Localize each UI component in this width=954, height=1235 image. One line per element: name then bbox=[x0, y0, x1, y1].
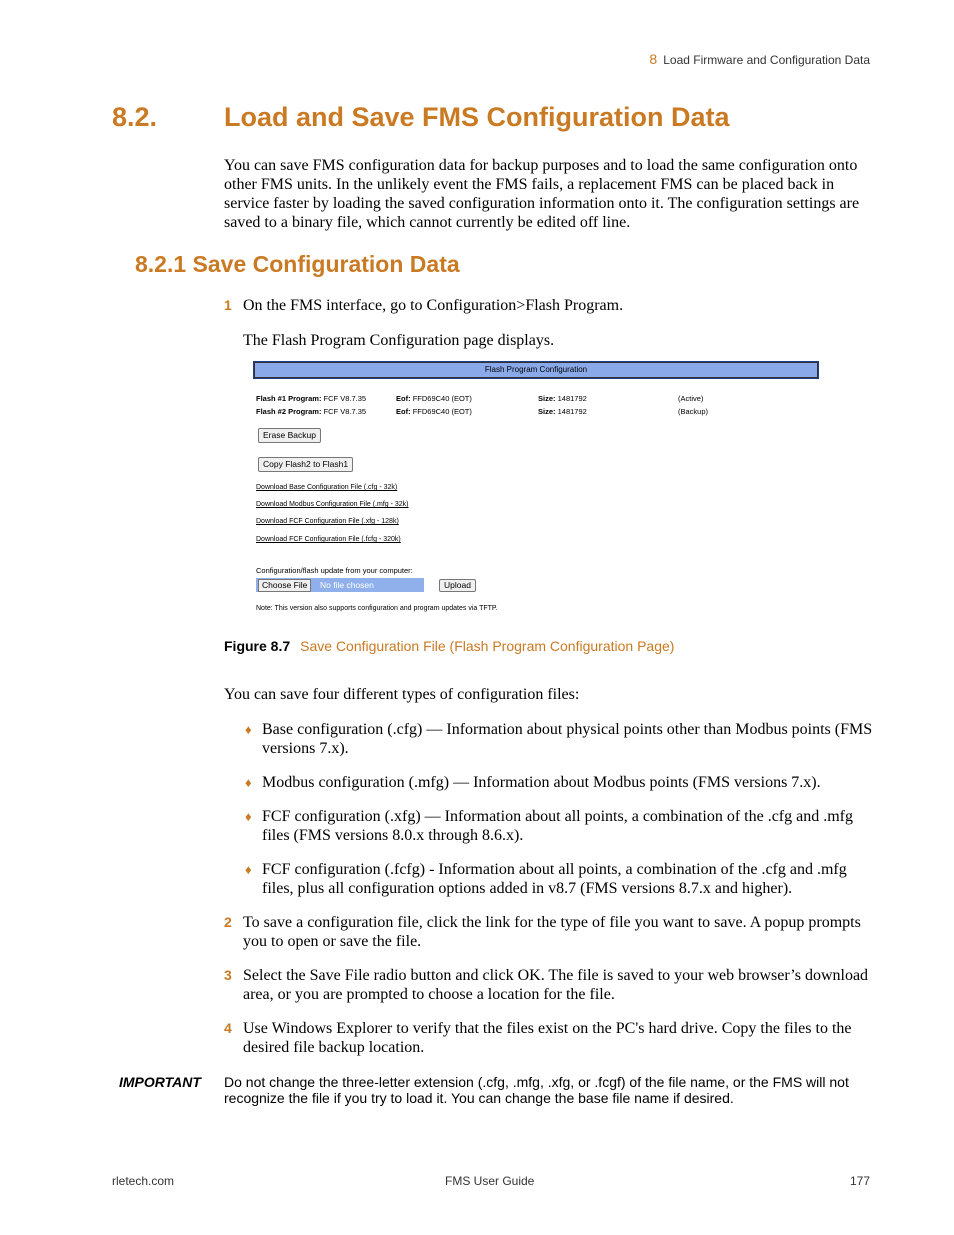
important-text: Do not change the three-letter extension (.cfg, .mfg, .xfg, or .fcgf) of the file name, or the FMS will not recognize the file if you try to load it. You can change the base file name if desired. bbox=[224, 1074, 849, 1106]
copy-flash-button[interactable]: Copy Flash2 to Flash1 bbox=[258, 457, 353, 472]
flash2-size: Size: 1481792 bbox=[538, 407, 587, 416]
step-text: Select the Save File radio button and click OK. The file is saved to your web browser’s download area, or you are prompted to choose a location for the file. bbox=[243, 967, 869, 1003]
bullet-text: Modbus configuration (.mfg) — Information about Modbus points (FMS versions 7.x). bbox=[262, 774, 821, 791]
download-xfg-link[interactable]: Download FCF Configuration File (.xfg - 128k) bbox=[256, 518, 399, 525]
bullet-text: Base configuration (.cfg) — Information about physical points other than Modbus points (FMS versions 7.x). bbox=[262, 721, 873, 757]
no-file-text: No file chosen bbox=[320, 580, 374, 590]
step-3 bbox=[224, 966, 874, 1004]
flash1-label: Flash #1 Program: FCF V8.7.35 bbox=[256, 394, 367, 403]
upload-button[interactable]: Upload bbox=[439, 579, 476, 592]
erase-backup-button[interactable]: Erase Backup bbox=[258, 428, 321, 443]
step-1 bbox=[224, 296, 874, 315]
types-intro: You can save four different types of configuration files: bbox=[224, 686, 580, 703]
diamond-icon: ♦ bbox=[245, 862, 252, 877]
bullet-text: FCF configuration (.xfg) — Information about all points, a combination of the .cfg and .mfg files (FMS versions 8.0.x through 8.6.x). bbox=[262, 808, 853, 844]
flash1-size: Size: 1481792 bbox=[538, 394, 587, 403]
figure-label: Figure 8.7 bbox=[224, 638, 291, 654]
step-number: 2 bbox=[224, 914, 232, 930]
subsection-heading: 8.2.1 Save Configuration Data bbox=[135, 251, 460, 277]
flash-program-screenshot bbox=[252, 360, 822, 618]
tftp-note: Note: This version also supports configuration and program updates via TFTP. bbox=[256, 605, 498, 612]
diamond-icon: ♦ bbox=[245, 775, 252, 790]
figure-caption-text: Save Configuration File (Flash Program Configuration Page) bbox=[300, 638, 675, 654]
bullet-text: FCF configuration (.fcfg) - Information about all points, a combination of the .cfg and .mfg files, plus all configuration options added in v8.7 (FMS versions 8.7.x and higher). bbox=[262, 861, 847, 897]
step-1-note: The Flash Program Configuration page displays. bbox=[243, 332, 555, 349]
intro-paragraph: You can save FMS configuration data for backup purposes and to load the same configuration onto other FMS units. In the unlikely event the FMS fails, a replacement FMS can be placed back in service faster by loading the saved configuration information onto it. The configuration settings are saved to a binary file, which cannot currently be edited off line. bbox=[224, 157, 860, 231]
download-fcfg-link[interactable]: Download FCF Configuration File (.fcfg - 320k) bbox=[256, 536, 401, 543]
figure-caption bbox=[224, 638, 674, 654]
flash1-status: (Active) bbox=[678, 394, 704, 403]
bullet-item bbox=[245, 720, 873, 758]
step-text: Use Windows Explorer to verify that the files exist on the PC's hard drive. Copy the files to the desired file backup location. bbox=[243, 1020, 852, 1056]
bullet-item bbox=[245, 773, 873, 792]
flash2-eof: Eof: FFD69C40 (EOT) bbox=[396, 407, 472, 416]
choose-file-button[interactable]: Choose File bbox=[258, 579, 311, 592]
step-2 bbox=[224, 913, 874, 951]
footer-site: rletech.com bbox=[112, 1174, 175, 1188]
file-input[interactable] bbox=[256, 578, 424, 592]
step-4 bbox=[224, 1019, 874, 1057]
chapter-number: 8 bbox=[649, 51, 658, 67]
bullet-item bbox=[245, 860, 873, 898]
section-heading bbox=[112, 102, 730, 133]
step-number: 4 bbox=[224, 1020, 232, 1036]
download-mfg-link[interactable]: Download Modbus Configuration File (.mfg - 32k) bbox=[256, 501, 409, 508]
page-number: 177 bbox=[849, 1174, 870, 1188]
step-text: On the FMS interface, go to Configuration>Flash Program. bbox=[243, 297, 624, 314]
flash1-eof: Eof: FFD69C40 (EOT) bbox=[396, 394, 472, 403]
upload-label: Configuration/flash update from your computer: bbox=[256, 566, 413, 575]
step-number: 3 bbox=[224, 967, 232, 983]
bullet-item bbox=[245, 807, 873, 845]
step-number: 1 bbox=[224, 297, 232, 313]
running-header bbox=[649, 51, 870, 67]
screenshot-title-bar: Flash Program Configuration bbox=[254, 362, 818, 378]
section-title: Load and Save FMS Configuration Data bbox=[224, 102, 730, 132]
download-cfg-link[interactable]: Download Base Configuration File (.cfg - 32k) bbox=[256, 484, 398, 491]
section-number: 8.2. bbox=[112, 102, 158, 132]
footer-title: FMS User Guide bbox=[445, 1174, 535, 1188]
important-label: IMPORTANT bbox=[119, 1074, 201, 1090]
chapter-title: Load Firmware and Configuration Data bbox=[663, 53, 870, 67]
flash2-status: (Backup) bbox=[678, 407, 709, 416]
step-text: To save a configuration file, click the link for the type of file you want to save. A popup prompts you to open or save the file. bbox=[243, 914, 861, 950]
diamond-icon: ♦ bbox=[245, 722, 252, 737]
diamond-icon: ♦ bbox=[245, 809, 252, 824]
flash2-label: Flash #2 Program: FCF V8.7.35 bbox=[256, 407, 367, 416]
